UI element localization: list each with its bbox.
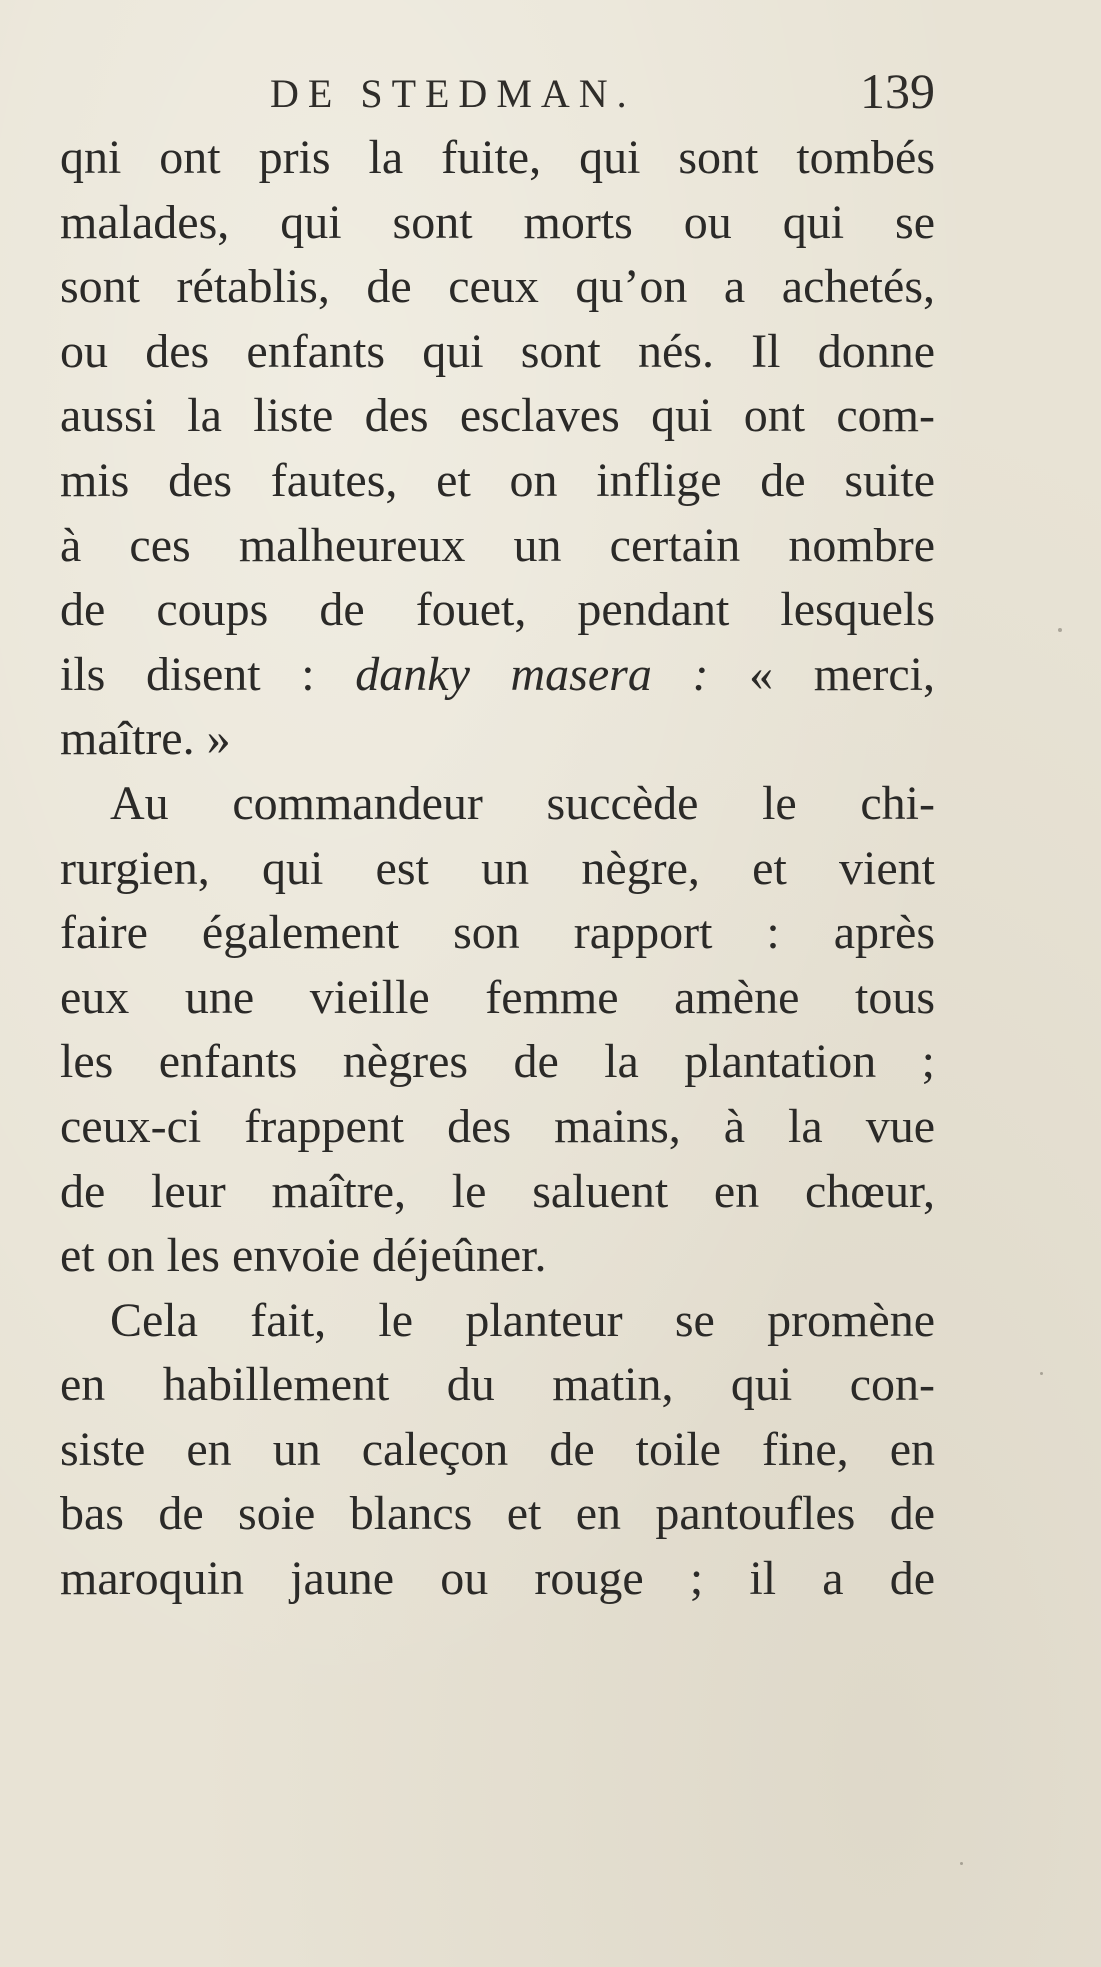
paragraph-end-line: maître. » <box>60 712 231 766</box>
paragraph-first-line: Cela fait, le planteur se promène <box>110 1293 935 1347</box>
running-head <box>60 62 935 122</box>
paragraph-end-line: et on les envoie déjeûner. <box>60 1229 547 1283</box>
text-line: ceux-ci frappent des mains, à la vue <box>60 1099 935 1153</box>
text-line: sont rétablis, de ceux qu’on a achetés, <box>60 260 935 314</box>
text-line: ou des enfants qui sont nés. Il donne <box>60 324 935 378</box>
text-line: maroquin jaune ou rouge ; il a de <box>60 1552 935 1606</box>
quote-line <box>60 643 935 708</box>
text-line: rurgien, qui est un nègre, et vient <box>60 841 935 895</box>
text-line: eux une vieille femme amène tous <box>60 970 935 1024</box>
page-number: 139 <box>860 63 935 119</box>
text-line: qni ont pris la fuite, qui sont tombés <box>60 131 935 184</box>
text-line: bas de soie blancs et en pantoufles de <box>60 1487 935 1541</box>
text-line: de leur maître, le saluent en chœur, <box>60 1164 935 1218</box>
paper-speck <box>960 1862 963 1865</box>
text-line: mis des fautes, et on inflige de suite <box>60 453 935 507</box>
text-line: les enfants nègres de la plantation ; <box>60 1035 935 1089</box>
italic-phrase: danky masera : <box>355 647 709 701</box>
running-head-title: DE STEDMAN. <box>270 71 636 116</box>
text-line: en habillement du matin, qui con- <box>60 1358 935 1412</box>
text-line: siste en un caleçon de toile fine, en <box>60 1422 935 1476</box>
text-line: aussi la liste des esclaves qui ont com- <box>60 389 935 443</box>
paragraph-first-line: Au commandeur succède le chi- <box>110 776 935 830</box>
quote-lead-text: ils disent : <box>60 647 356 701</box>
text-line: malades, qui sont morts ou qui se <box>60 195 935 249</box>
paper-speck <box>1058 628 1062 632</box>
text-line: à ces malheureux un certain nombre <box>60 518 935 572</box>
paper-speck <box>1040 1372 1043 1375</box>
body-text <box>60 126 935 1612</box>
text-line: de coups de fouet, pendant lesquels <box>60 583 935 637</box>
quote-trail-text: « merci, <box>708 647 935 701</box>
text-line: faire également son rapport : après <box>60 906 935 960</box>
